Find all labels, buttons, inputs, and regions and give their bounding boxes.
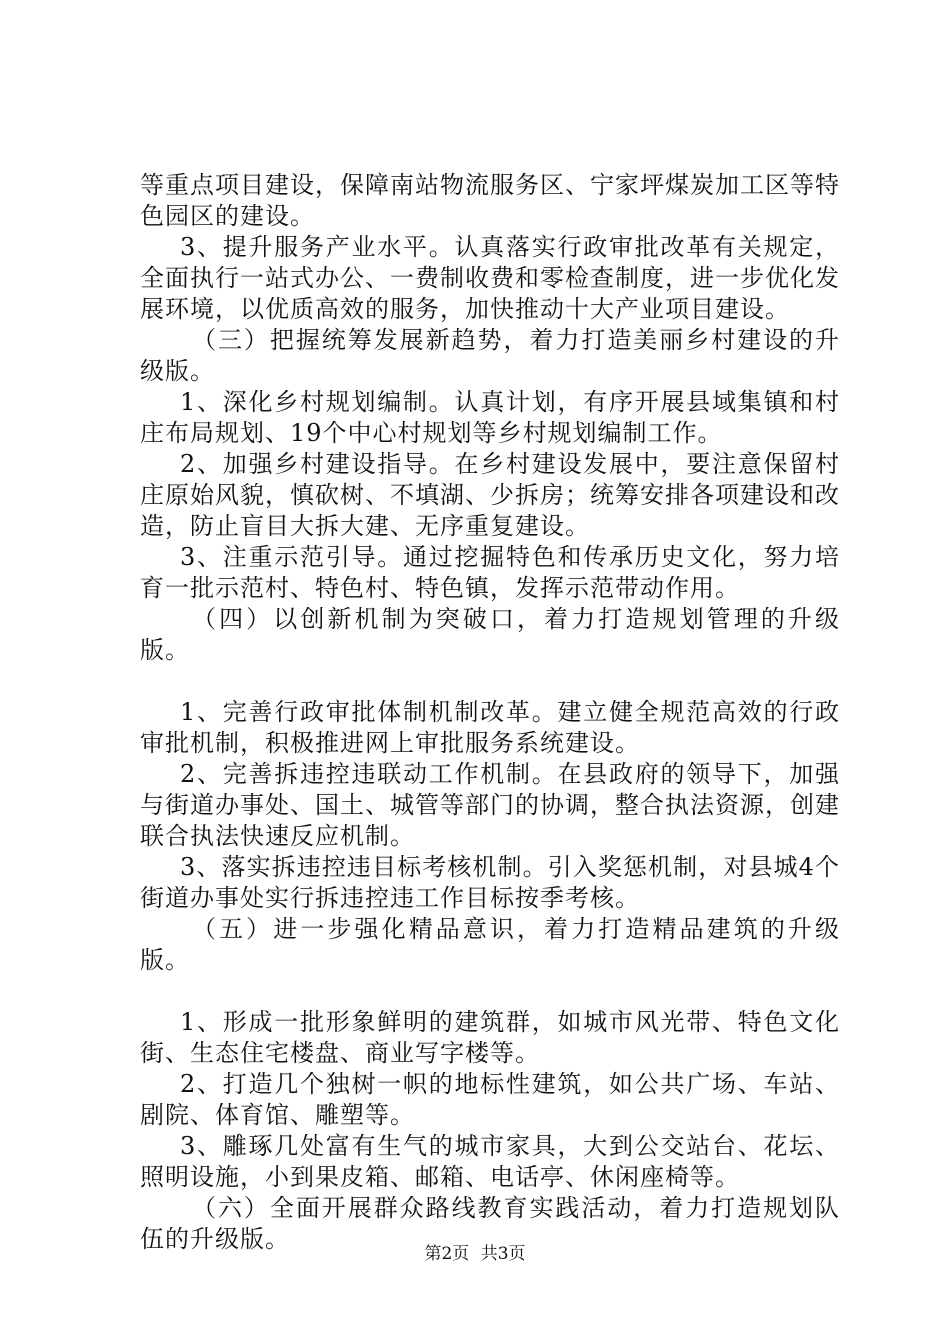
document-body <box>140 170 840 1255</box>
paragraph-item: 3、注重示范引导。通过挖掘特色和传承历史文化，努力培育一批示范村、特色村、特色镇，发挥示范带动作用。 <box>140 543 840 602</box>
paragraph-item: 2、加强乡村建设指导。在乡村建设发展中，要注意保留村庄原始风貌，慎砍树、不填湖、少拆房；统筹安排各项建设和改造，防止盲目大拆大建、无序重复建设。 <box>140 450 840 540</box>
paragraph-item: 3、提升服务产业水平。认真落实行政审批改革有关规定，全面执行一站式办公、一费制收费和零检查制度，进一步优化发展环境，以优质高效的服务，加快推动十大产业项目建设。 <box>140 233 840 323</box>
paragraph-item: 1、深化乡村规划编制。认真计划，有序开展县域集镇和村庄布局规划、19个中心村规划等乡村规划编制工作。 <box>140 388 840 447</box>
section-heading: （五）进一步强化精品意识，着力打造精品建筑的升级版。 <box>140 915 840 974</box>
paragraph-item: 1、完善行政审批体制机制改革。建立健全规范高效的行政审批机制，积极推进网上审批服务系统建设。 <box>140 698 840 757</box>
paragraph-item: 2、打造几个独树一帜的地标性建筑，如公共广场、车站、剧院、体育馆、雕塑等。 <box>140 1070 840 1129</box>
paragraph-item: 3、落实拆违控违目标考核机制。引入奖惩机制，对县城4个街道办事处实行拆违控违工作目标按季考核。 <box>140 853 840 912</box>
page-footer <box>0 1243 950 1265</box>
section-heading: （三）把握统筹发展新趋势，着力打造美丽乡村建设的升级版。 <box>140 326 840 385</box>
section-heading: （四）以创新机制为突破口，着力打造规划管理的升级版。 <box>140 605 840 664</box>
paragraph-item: 1、形成一批形象鲜明的建筑群，如城市风光带、特色文化街、生态住宅楼盘、商业写字楼等。 <box>140 1008 840 1067</box>
page-number: 第2页 <box>424 1244 470 1264</box>
section-heading: （六）全面开展群众路线教育实践活动，着力打造规划队伍的升级版。 <box>140 1194 840 1253</box>
paragraph-item: 3、雕琢几处富有生气的城市家具，大到公交站台、花坛、照明设施，小到果皮箱、邮箱、电话亭、休闲座椅等。 <box>140 1132 840 1191</box>
paragraph-continuation: 等重点项目建设，保障南站物流服务区、宁家坪煤炭加工区等特色园区的建设。 <box>140 171 840 230</box>
paragraph-item: 2、完善拆违控违联动工作机制。在县政府的领导下，加强与街道办事处、国土、城管等部门的协调，整合执法资源，创建联合执法快速反应机制。 <box>140 760 840 850</box>
page-total: 共3页 <box>480 1244 526 1264</box>
